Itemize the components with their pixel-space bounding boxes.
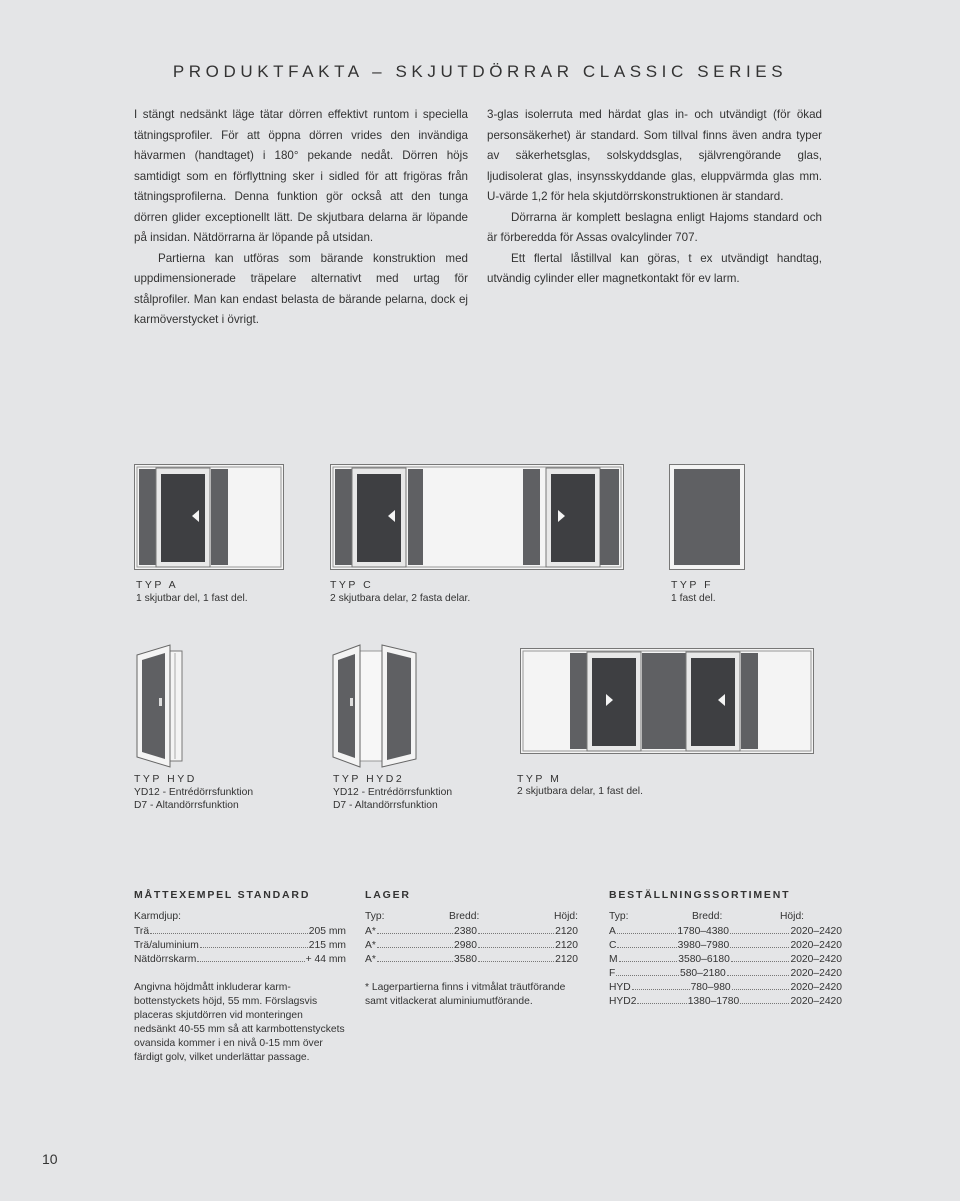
typ-hyd2-desc-2: D7 - Altandörrsfunktion	[333, 800, 438, 811]
typ-c-desc: 2 skjutbara delar, 2 fasta delar.	[330, 593, 471, 604]
best-header-row: Typ: Bredd: Höjd:	[609, 911, 805, 922]
lager-section	[365, 889, 578, 1009]
typ-f-diagram	[669, 464, 745, 570]
typ-c-diagram	[330, 464, 624, 570]
intro-right-paragraph-1: 3-glas isolerruta med härdat glas in- och utvändigt (för ökad personsäkerhet) är standard. Som tillval finns även andra typer av säkerhetsglas, solskyddsglas, självrengörande glas, ljudisolerat glas, insynsskyddande glas, eluppvärmda glas mm. U-värde 1,2 för hela skjutdörrskonstruktionen är standard.	[487, 108, 822, 203]
typ-hyd-desc-1: YD12 - Entrédörrsfunktion	[134, 787, 254, 798]
table-row: A* 3580 2120	[365, 954, 579, 965]
typ-c-label: TYP C	[330, 579, 374, 591]
typ-hyd-label: TYP HYD	[134, 773, 197, 785]
intro-left-paragraph-2: Partierna kan utföras som bärande konstruktion med uppdimensionerade träpelare alternativt med urtag för stålprofiler. Man kan endast belasta de bärande pelarna, dock ej karmöverstycket i övrigt.	[134, 251, 468, 326]
best-section	[609, 889, 842, 1008]
table-row: A* 2380 2120	[365, 926, 579, 937]
lager-note: * Lagerpartierna finns i vitmålat träutförande samt vitlackerat aluminiumutförande.	[365, 982, 566, 1007]
typ-hyd-desc-2: D7 - Altandörrsfunktion	[134, 800, 239, 811]
intro-left-column	[134, 105, 468, 331]
typ-a-diagram	[134, 464, 284, 570]
typ-a-desc: 1 skjutbar del, 1 fast del.	[136, 593, 248, 604]
table-row: C 3980–7980 2020–2420	[609, 940, 842, 951]
intro-right-paragraph-3: Ett flertal låstillval kan göras, t ex utvändigt handtag, utvändig cylinder eller magnetkontakt för ev larm.	[487, 251, 822, 285]
typ-m-label: TYP M	[517, 773, 562, 785]
table-row: HYD2 1380–1780 2020–2420	[609, 996, 842, 1007]
table-row: Nätdörrskarm + 44 mm	[134, 954, 346, 965]
table-row: F 580–2180 2020–2420	[609, 968, 843, 979]
lager-header-row: Typ: Bredd: Höjd:	[365, 911, 578, 922]
table-row: A* 2980 2120	[365, 940, 579, 951]
typ-hyd2-diagram	[330, 643, 420, 771]
table-row: Trä 205 mm	[134, 926, 346, 937]
matt-sub: Karmdjup:	[134, 911, 181, 922]
matt-heading: MÅTTEXEMPEL STANDARD	[134, 889, 311, 901]
page-title: PRODUKTFAKTA – SKJUTDÖRRAR CLASSIC SERIES	[172, 62, 788, 81]
typ-f-desc: 1 fast del.	[671, 593, 716, 604]
typ-hyd2-desc-1: YD12 - Entrédörrsfunktion	[333, 787, 453, 798]
intro-right-column	[487, 105, 822, 290]
typ-m-diagram	[520, 648, 814, 754]
best-heading: BESTÄLLNINGSSORTIMENT	[609, 889, 791, 901]
typ-hyd2-label: TYP HYD2	[333, 773, 405, 785]
matt-note: Angivna höjdmått inkluderar karmbottenstyckets höjd, 55 mm. Förslagsvis placeras skjutdörren vid monteringen nedsänkt 40-55 mm så att karmbottenstyckets ovansida kommer i en nivå 0-15 mm över färdigt golv, vilket underlättar passage.	[134, 982, 345, 1063]
typ-m-desc: 2 skjutbara delar, 1 fast del.	[517, 786, 643, 797]
table-row: Trä/aluminium 215 mm	[134, 940, 346, 951]
intro-right-paragraph-2: Dörrarna är komplett beslagna enligt Hajoms standard och är förberedda för Assas ovalcylinder 707.	[487, 210, 822, 244]
typ-f-label: TYP F	[671, 579, 714, 591]
typ-hyd-diagram	[134, 643, 186, 771]
table-row: M 3580–6180 2020–2420	[609, 954, 843, 965]
typ-a-label: TYP A	[136, 579, 179, 591]
lager-heading: LAGER	[365, 889, 411, 901]
table-row: HYD 780–980 2020–2420	[609, 982, 843, 993]
table-row: A 1780–4380 2020–2420	[609, 926, 842, 937]
matt-section	[134, 889, 346, 1065]
page-number: 10	[42, 1151, 58, 1167]
intro-left-paragraph-1: I stängt nedsänkt läge tätar dörren effektivt runtom i speciella tätningsprofiler. För att öppna dörren vrides den invändiga hävarmen (handtaget) i 180° pekande nedåt. Dörren höjs samtidigt som en förflyttning sker i sidled för att frigöras från tätningsprofilerna. Denna funktion gör också att den tunga dörren glider exceptionellt lätt. De skjutbara delarna är löpande på insidan. Nätdörrarna är löpande på utsidan.	[134, 108, 468, 244]
